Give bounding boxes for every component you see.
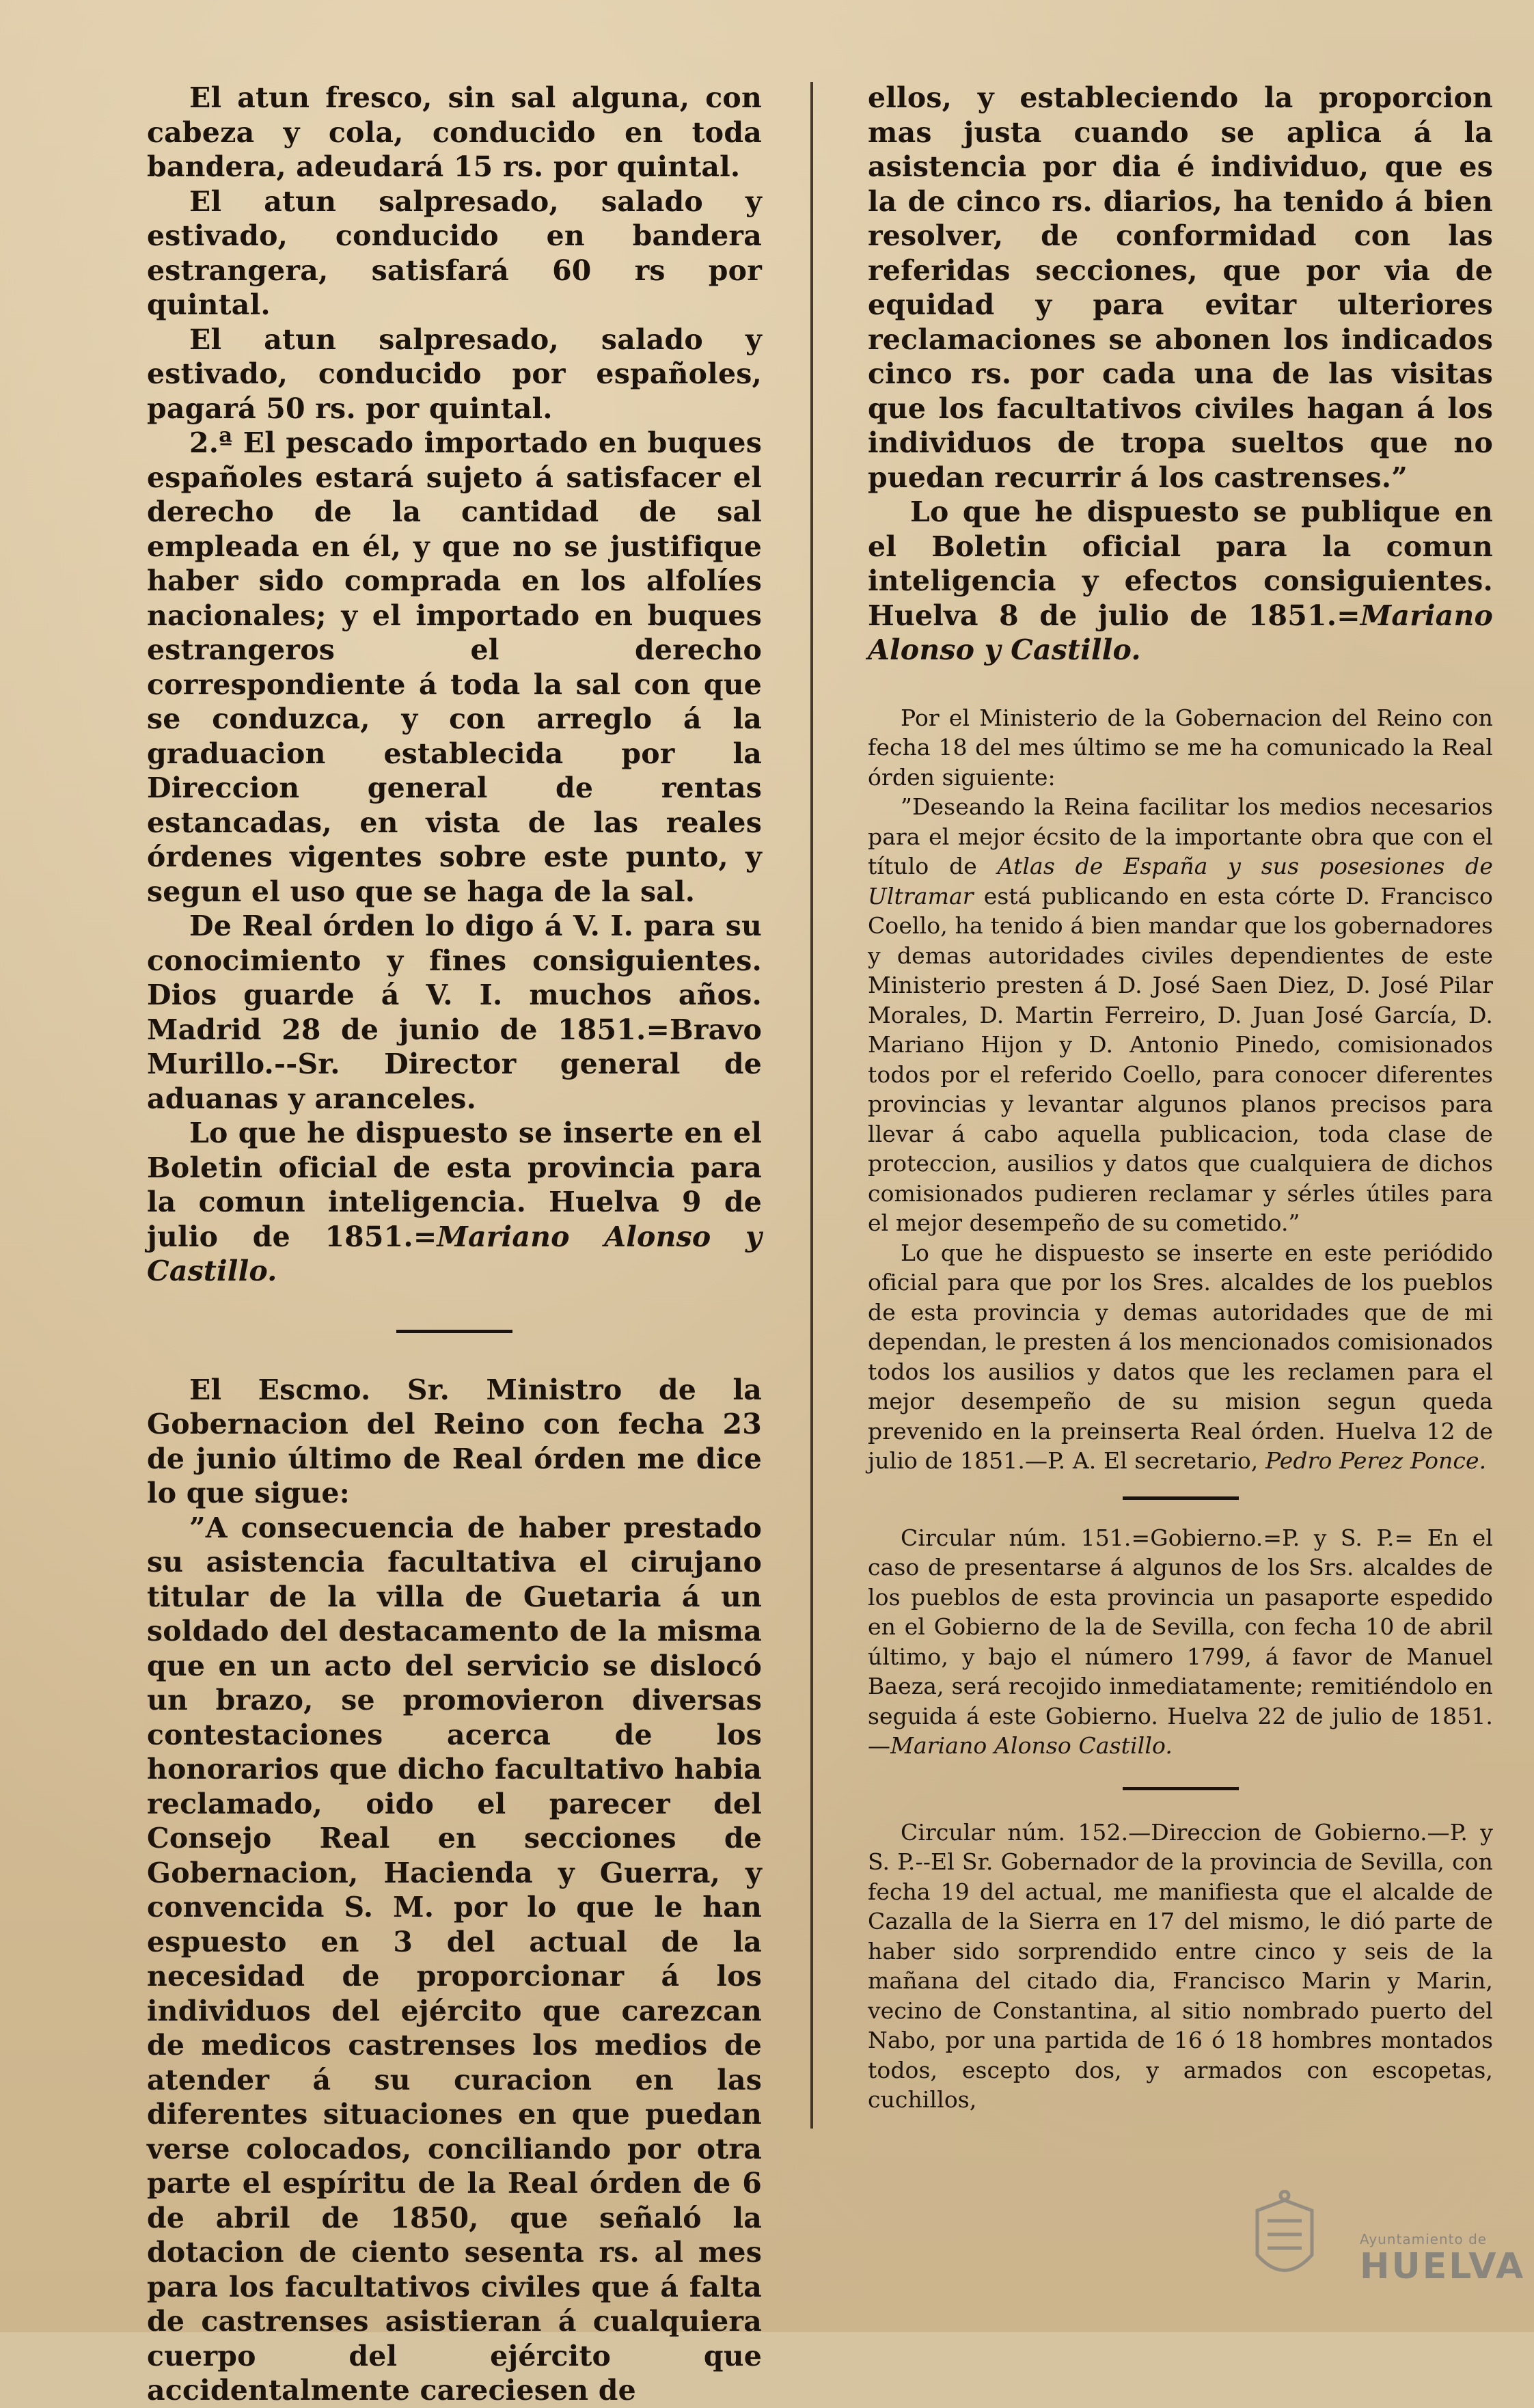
paragraph: El atun salpresado, salado y estivado, conducido por españoles, pagará 50 rs. por quintal. [147,323,762,425]
signature: Mariano Alonso y Castillo. [147,1220,763,1287]
paragraph: 2.ª El pescado importado en buques españoles estará sujeto á satisfacer el derecho de la cantidad de sal empleada en él, y que no se justifique haber sido comprada en los alfolíes nacionales; y el importado en buques estrangeros el derecho correspondiente á toda la sal con que se conduzca, y con arreglo á la graduacion establecida por la Direccion general de rentas estancadas, en vista de las reales órdenes vigentes sobre este punto, y segun el uso que se haga de la sal. [147,426,762,908]
left-column [147,81,762,2408]
paragraph-text: Lo que he dispuesto se inserte en el Boletin oficial de esta provincia para la comun inteligencia. Huelva 9 de julio de 1851.= [147,1117,762,1253]
section-separator [1123,1496,1239,1500]
paragraph: El Escmo. Sr. Ministro de la Gobernacion del Reino con fecha 23 de junio último de Real órden me dice lo que sigue: [147,1373,762,1509]
right-column [868,81,1493,2115]
royal-order-section [147,1373,762,2408]
atlas-title: Atlas de España y sus posesiones de Ultramar [868,853,1493,909]
paragraph [868,1523,1493,1761]
paragraph-text: Lo que he dispuesto se inserte en este periódido oficial para que por los Sres. alcaldes de los pueblos de esta provincia y demas autoridades que de mi dependan, le presten á los mencionados comisionados todos los ausilios y datos que les reclamen para el mejor desempeño de su mision segun queda prevenido en la preinserta Real órden. Huelva 12 de julio de 1851.—P. A. El secretario, [868,1239,1493,1474]
atlas-order-section [868,703,1493,1476]
section-separator [396,1330,512,1333]
paragraph [868,792,1493,1238]
paragraph [147,1116,762,1289]
section-separator [1123,1787,1239,1790]
paragraph: De Real órden lo digo á V. I. para su conocimiento y fines consiguientes. Dios guarde á V. I. muchos años. Madrid 28 de junio de 1851.=Bravo Murillo.--Sr. Director general de aduanas y aranceles. [147,909,762,1115]
circular-152-section [868,1818,1493,2115]
circular-151-section [868,1523,1493,1761]
paragraph-text: Circular núm. 151.=Gobierno.=P. y S. P.= En el caso de presentarse á algunos de los Srs. alcaldes de los pueblos de esta provincia un pasaporte espedido en el Gobierno de la de Sevilla, con fecha 10 de abril último, y bajo el número 1799, á favor de Manuel Baeza, será recojido inmediatamente; remitiéndolo en seguida á este Gobierno. Huelva 22 de julio de 1851.— [868,1524,1493,1759]
paragraph [868,1238,1493,1476]
tuna-tariff-section [147,81,762,1289]
paragraph-text: Lo que he dispuesto se publique en el Boletin oficial para la comun inteligencia y efectos consiguientes. Huelva 8 de julio de 1851.= [868,495,1493,632]
paragraph-text: está publicando en esta córte D. Francisco Coello, ha tenido á bien mandar que los gobernadores y demas autoridades civiles dependientes de este Ministerio presten á D. José Saen Diez, D. José Pilar Morales, D. Martin Ferreiro, D. Juan José García, D. Mariano Hijon y D. Antonio Pinedo, comisionados todos por el referido Coello, para conocer diferentes provincias y levantar algunos planos precisos para llevar á cabo aquella publicacion, toda clase de proteccion, ausilios y datos que cualquiera de dichos comisionados pudieren reclamar y sérles útiles para el mejor desempeño de su cometido.” [868,882,1493,1236]
paragraph: Circular núm. 152.—Direccion de Gobierno.—P. y S. P.--El Sr. Gobernador de la provincia de Sevilla, con fecha 19 del actual, me manifiesta que el alcalde de Cazalla de la Sierra en 17 del mismo, le dió parte de haber sido sorprendido entre cinco y seis de la mañana del citado dia, Francisco Marin y Marin, vecino de Constantina, al sitio nombrado puerto del Nabo, por una partida de 16 ó 18 hombres montados todos, escepto dos, y armados con escopetas, cuchillos, [868,1818,1493,2113]
paragraph: ellos, y estableciendo la proporcion mas justa cuando se aplica á la asistencia por dia é individuo, que es la de cinco rs. diarios, ha tenido á bien resolver, de conformidad con las referidas secciones, que por via de equidad y para evitar ulteriores reclamaciones se abonen los indicados cinco rs. por cada una de las visitas que los facultativos civiles hagan á los individuos de tropa sueltos que no puedan recurrir á los castrenses.” [868,81,1493,494]
column-divider [810,82,813,2129]
signature: Mariano Alonso y Castillo. [868,599,1493,666]
paragraph [868,495,1493,668]
paragraph-text: ”Deseando la Reina facilitar los medios necesarios para el mejor écsito de la importante obra que con el título de [868,793,1493,879]
watermark-big-text: HUELVA [1360,2246,1526,2287]
paragraph: El atun salpresado, salado y estivado, conducido en bandera estrangera, satisfará 60 rs por quintal. [147,184,762,321]
signature: Pedro Perez Ponce. [1265,1447,1487,1474]
signature: Mariano Alonso Castillo. [890,1732,1173,1759]
paragraph: Por el Ministerio de la Gobernacion del Reino con fecha 18 del mes último se me ha comunicado la Real órden siguiente: [868,704,1493,791]
paragraph: El atun fresco, sin sal alguna, con cabeza y cola, conducido en toda bandera, adeudará 15 rs. por quintal. [147,81,762,183]
watermark-small-text: Ayuntamiento de [1360,2231,1488,2247]
paragraph: ”A consecuencia de haber prestado su asistencia facultativa el cirujano titular de la villa de Guetaria á un soldado del destacamento de la misma que en un acto del servicio se dislocó un brazo, se promovieron diversas contestaciones acerca de los honorarios que dicho facultativo habia reclamado, oido el parecer del Consejo Real en secciones de Gobernacion, Hacienda y Guerra, y convencida S. M. por lo que le han espuesto en 3 del actual de la necesidad de proporcionar á los individuos del ejército que carezcan de medicos castrenses los medios de atender á su curacion en las diferentes situaciones en que puedan verse colocados, conciliando por otra parte el espíritu de la Real órden de 6 de abril de 1850, que señaló la dotacion de ciento sesenta rs. al mes para los facultativos civiles que á falta de castrenses asistieran á cualquiera cuerpo del ejército que accidentalmente careciesen de [147,1511,762,2407]
royal-order-continuation [868,81,1493,668]
watermark-text [1360,2231,1525,2286]
